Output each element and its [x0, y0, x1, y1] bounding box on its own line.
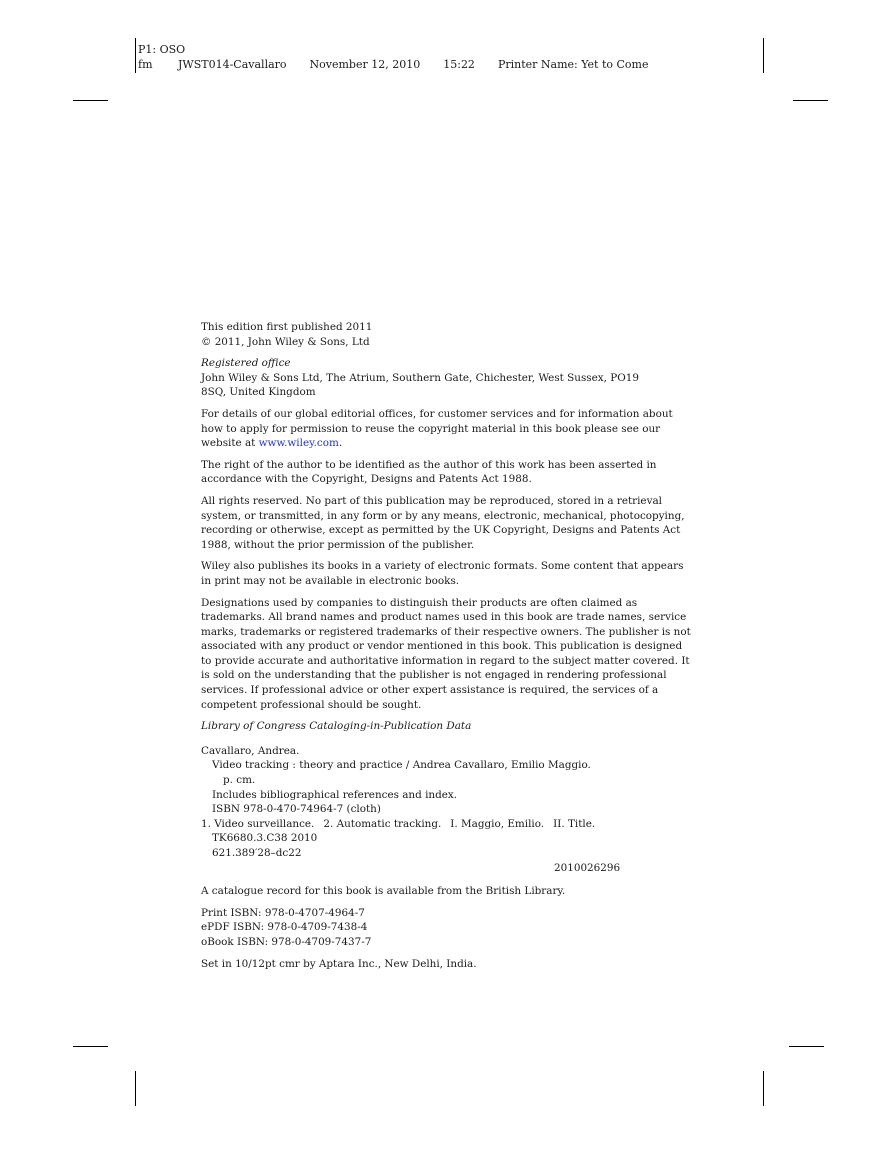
rights-reserved-paragraph: All rights reserved. No part of this publication may be reproduced, stored in a retrieval system, or transmitted, in any form or by any means, electronic, mechanical, photocopying, recording or otherwise, except as permitted by the UK Copyright, Designs and Patents Act 1988, without the prior permission of the publisher. [201, 494, 685, 551]
obook-isbn: oBook ISBN: 978-0-4709-7437-7 [201, 935, 372, 948]
epdf-isbn: ePDF ISBN: 978-0-4709-7438-4 [201, 921, 368, 934]
cip-subject-2: 2. Automatic tracking. [323, 817, 442, 830]
cip-subjects [201, 817, 691, 832]
registered-office-address-2: 8SQ, United Kingdom [201, 386, 316, 399]
wiley-website-link[interactable]: www.wiley.com [258, 437, 339, 450]
crop-mark-bottom-right-vertical [763, 1071, 764, 1106]
designations-paragraph: Designations used by companies to distinguish their products are often claimed as trademarks. All brand names and product names used in this book are trade names, service marks, trademarks or registered trademarks of their respective owners. The publisher is not associated with any product or vendor mentioned in this book. This publication is designed to provide accurate and authoritative information in regard to the subject matter covered. It is sold on the understanding that the publisher is not engaged in rendering professional services. If professional advice or other expert assistance is required, the services of a competent professional should be sought. [201, 596, 691, 711]
crop-mark-top-right-vertical [763, 38, 764, 73]
cip-dewey: 621.389′28–dc22 [212, 847, 302, 859]
print-isbn: Print ISBN: 978-0-4707-4964-7 [201, 906, 365, 919]
typeset-line: Set in 10/12pt cmr by Aptara Inc., New Delhi, India. [201, 957, 477, 970]
loc-cip-title: Library of Congress Cataloging-in-Publication Data [201, 720, 472, 733]
edition-line: This edition first published 2011 [201, 321, 373, 333]
cip-title-line: Video tracking : theory and practice / Andrea Cavallaro, Emilio Maggio. [212, 759, 591, 772]
header-printer: Printer Name: Yet to Come [497, 58, 649, 71]
cip-lcc: TK6680.3.C38 2010 [212, 832, 318, 845]
details-text: For details of our global editorial offices, for customer services and for information about how to apply for permission to reuse the copyright material in this book please see our website at [201, 407, 673, 450]
details-paragraph [201, 407, 691, 451]
registered-office-block [201, 356, 691, 400]
edition-block [201, 320, 691, 349]
crop-mark-bottom-left-vertical [135, 1071, 136, 1106]
header-date: November 12, 2010 [309, 58, 421, 71]
crop-mark-bottom-right-horizontal [789, 1046, 824, 1047]
cip-data-block [201, 744, 691, 875]
header-code: fm [138, 58, 153, 71]
isbn-block [201, 906, 691, 950]
cip-author: Cavallaro, Andrea. [201, 744, 300, 757]
cip-pages: p. cm. [223, 774, 256, 787]
cip-subject-1: 1. Video surveillance. [201, 817, 315, 830]
crop-mark-top-left-horizontal [73, 100, 108, 101]
cip-lccn: 2010026296 [554, 861, 621, 874]
registered-office-address-1: John Wiley & Sons Ltd, The Atrium, Southern Gate, Chichester, West Sussex, PO19 [201, 371, 639, 384]
copyright-line: © 2011, John Wiley & Sons, Ltd [201, 335, 370, 348]
header-time: 15:22 [443, 58, 475, 71]
crop-mark-bottom-left-horizontal [73, 1046, 108, 1047]
cip-bibliography: Includes bibliographical references and index. [212, 788, 458, 801]
registered-office-title: Registered office [201, 357, 291, 370]
header-line-2 [138, 57, 671, 72]
cip-subject-3: I. Maggio, Emilio. [450, 817, 545, 830]
crop-mark-top-right-horizontal [793, 100, 828, 101]
cip-isbn: ISBN 978-0-470-74964-7 (cloth) [212, 803, 381, 816]
details-end: . [338, 437, 343, 450]
cip-subject-4: II. Title. [553, 817, 596, 830]
copyright-page [201, 320, 691, 978]
header-job: JWST014-Cavallaro [178, 58, 287, 71]
crop-mark-top-left-vertical [135, 38, 136, 73]
header-line-1: P1: OSO [138, 43, 186, 56]
british-library-line: A catalogue record for this book is available from the British Library. [201, 885, 566, 898]
printer-header [138, 42, 671, 72]
author-rights-paragraph: The right of the author to be identified as the author of this work has been asserted in accordance with the Copyright, Designs and Patents Act 1988. [201, 458, 657, 486]
electronic-formats-paragraph: Wiley also publishes its books in a variety of electronic formats. Some content that appears in print may not be available in electronic books. [201, 560, 684, 587]
